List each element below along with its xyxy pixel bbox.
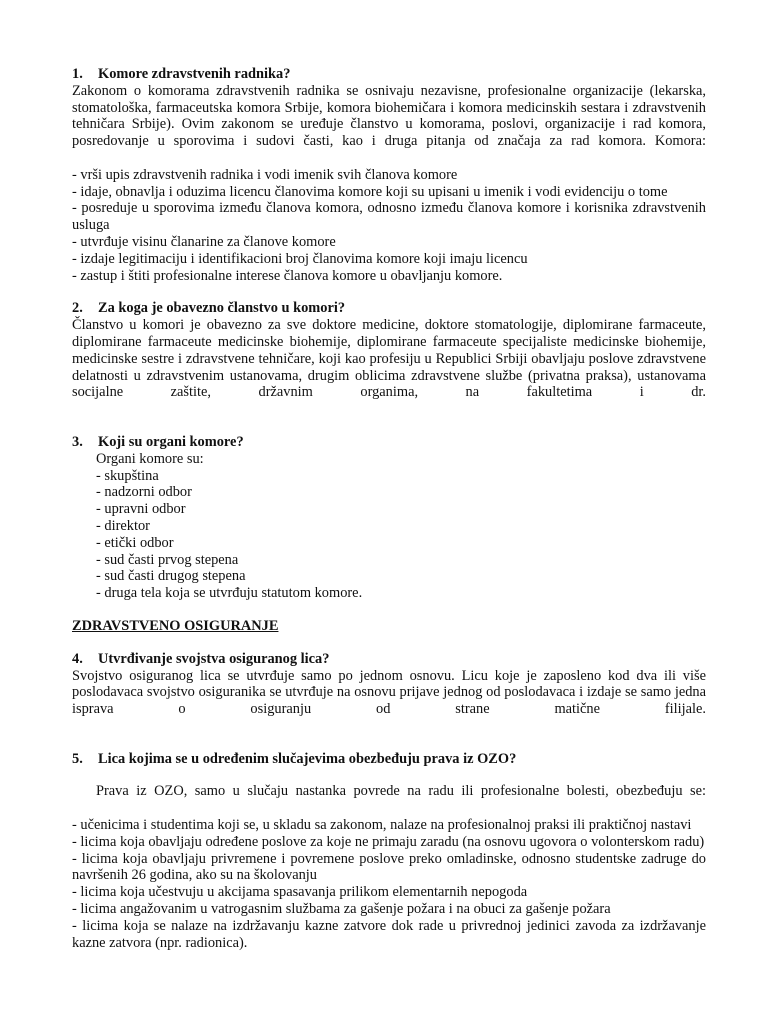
answer-list [96, 468, 706, 602]
list-item: - utvrđuje visinu članarine za članove komore [72, 233, 336, 250]
list-item: - idaje, obnavlja i oduzima licencu članovima komore koji su upisani u imenik i vodi evidenciju o tome [72, 183, 668, 200]
question-answer: Svojstvo osiguranog lica se utvrđuje samo po jednom osnovu. Licu koje je zaposleno kod dva ili više poslodavaca svojstvo osiguranika se utvrđuje na osnovu prijave jednog od poslodavaca i izdaje se samo jedna isprava o osiguranju od strane matične filijale. [72, 667, 706, 718]
question-title: Utvrđivanje svojstva osiguranog lica? [98, 650, 330, 667]
answer-list [72, 817, 706, 951]
list-item: - licima koja se nalaze na izdržavanju kazne zatvore dok rade u privrednoj jedinici zavoda za izdržavanje kazne zatvora (npr. radionica). [72, 917, 706, 951]
list-item: - upravni odbor [96, 501, 186, 518]
answer-list [72, 167, 706, 285]
spacer [72, 767, 706, 783]
list-item: - sud časti prvog stepena [96, 551, 239, 568]
question-title: Za koga je obavezno članstvo u komori? [98, 300, 346, 317]
question-2 [72, 300, 706, 418]
question-answer: Zakonom o komorama zdravstvenih radnika se osnivaju nezavisne, profesionalne organizacije (lekarska, stomatološka, farmaceutska komora Srbije, komora biohemičara i komora medicinskih sestara i zdravstvenih tehničara Srbije). Ovim zakonom se uređuje članstvo u komorama, poslovi, organizacije i rad komora, posredovanje u sporovima i sudovi časti, kao i druga pitanja od značaja za rad komora. Komora: [72, 82, 706, 150]
question-heading [72, 66, 706, 83]
list-item: - licima koja obavljaju privremene i povremene poslove preko omladinske, odnosno studentske zadruge do navršenih 26 godina, ako su na školovanju [72, 850, 706, 884]
question-4 [72, 651, 706, 735]
question-title: Koji su organi komore? [98, 433, 244, 450]
list-item: - vrši upis zdravstvenih radnika i vodi imenik svih članova komore [72, 166, 458, 183]
question-heading [72, 434, 706, 451]
question-3 [72, 434, 706, 602]
list-item: - direktor [96, 517, 150, 534]
list-item: - licima koja obavljaju određene poslove za koje ne primaju zaradu (na osnovu ugovora o volonterskom radu) [72, 833, 705, 850]
question-answer: Članstvo u komori je obavezno za sve doktore medicine, doktore stomatologije, diplomirane farmaceute, diplomirane farmaceute medicinske biohemije, diplomirane farmaceute specijaliste medicinske biohemije, medicinske sestre i zdravstvene tehničare, koji kao profesiju u Republici Srbiji obavljaju poslove zdravstvene delatnosti u zdravstvenim ustanovama, drugim oblicima zdravstvene službe (privatna praksa), ustanovama socijalne zaštite, državnim organima, na fakultetima i dr. [72, 317, 706, 401]
list-item: - licima angažovanim u vatrogasnim službama za gašenje požara i na obuci za gašenje požara [72, 901, 611, 918]
question-heading [72, 300, 706, 317]
question-number: 4. [72, 650, 83, 667]
list-item: - licima koja učestvuju u akcijama spasavanja prilikom elementarnih nepogoda [72, 884, 528, 901]
list-item: - etički odbor [96, 534, 174, 551]
list-item: - posreduje u sporovima između članova komora, odnosno između članova komore i korisnika zdravstvenih usluga [72, 200, 706, 234]
list-intro: Organi komore su: [96, 450, 204, 467]
question-heading [72, 651, 706, 668]
list-item: - učenicima i studentima koji se, u skladu sa zakonom, nalaze na profesionalnoj praksi ili praktičnoj nastavi [72, 817, 692, 834]
list-item: - izdaje legitimaciju i identifikacioni broj članovima komore koji imaju licencu [72, 250, 528, 267]
section-heading: ZDRAVSTVENO OSIGURANJE [72, 617, 279, 634]
question-number: 3. [72, 433, 83, 450]
question-number: 5. [72, 750, 83, 767]
list-item: - sud časti drugog stepena [96, 568, 246, 585]
question-title: Lica kojima se u određenim slučajevima obezbeđuju prava iz OZO? [98, 750, 517, 767]
list-item: - nadzorni odbor [96, 484, 192, 501]
question-5 [72, 751, 706, 952]
question-title: Komore zdravstvenih radnika? [98, 66, 291, 82]
list-item: - druga tela koja se utvrđuju statutom komore. [96, 585, 363, 602]
question-answer [72, 451, 706, 602]
question-number: 1. [72, 66, 83, 82]
list-item: - skupština [96, 467, 159, 484]
question-number: 2. [72, 300, 83, 317]
document-page [72, 66, 706, 967]
question-1 [72, 66, 706, 284]
list-intro: Prava iz OZO, samo u slučaju nastanka povrede na radu ili profesionalne bolesti, obezbeđuju se: [96, 783, 706, 800]
list-item: - zastup i štiti profesionalne interese članova komore u obavljanju komore. [72, 267, 503, 284]
question-heading [72, 751, 706, 768]
